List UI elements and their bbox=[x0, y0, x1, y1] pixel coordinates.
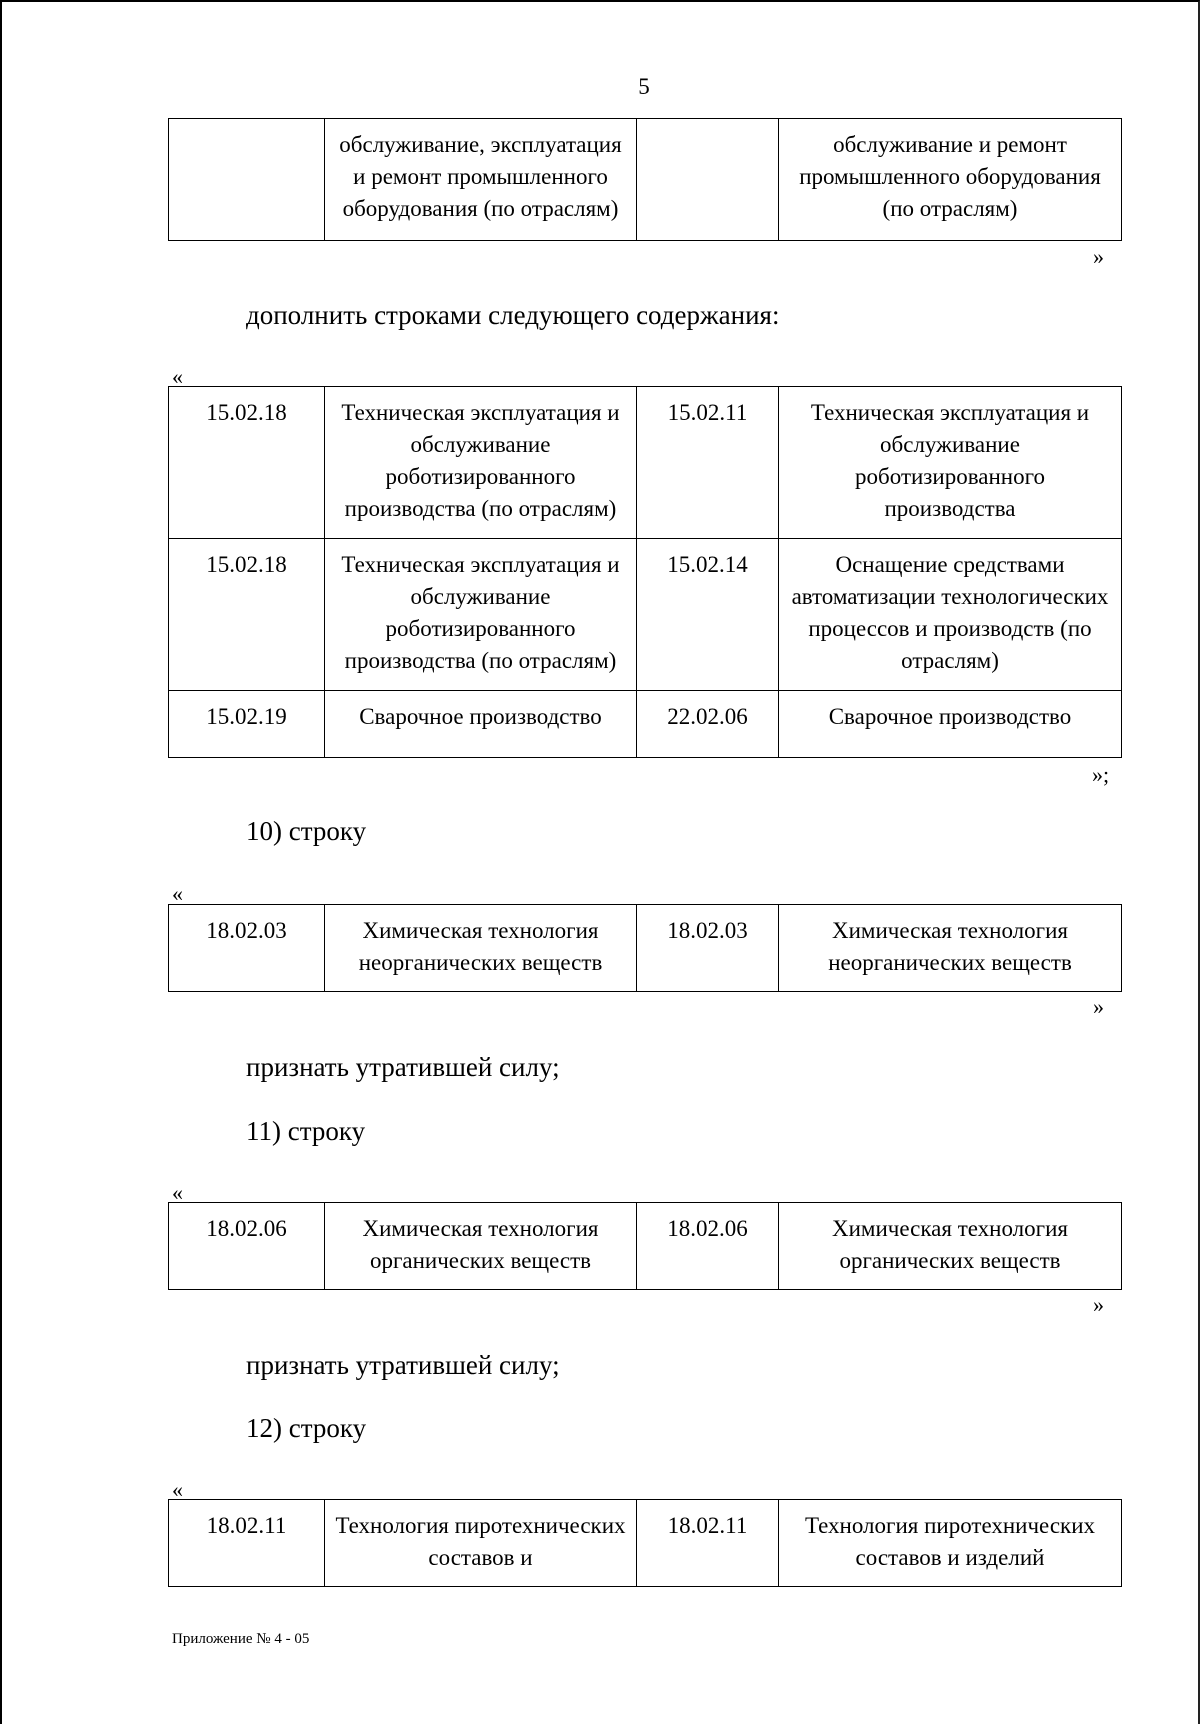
cell-code-new: 18.02.11 bbox=[169, 1500, 325, 1587]
cell-code-old: 18.02.06 bbox=[637, 1203, 779, 1290]
page-number: 5 bbox=[638, 74, 650, 99]
item-10: 10) строку bbox=[246, 816, 367, 846]
cell-name-old: Техническая эксплуатация и обслуживание роботизированного производства bbox=[779, 387, 1122, 539]
cell-name-old: обслуживание и ремонт промышленного оборудования (по отраслям) bbox=[779, 119, 1122, 241]
cell-code-new: 15.02.19 bbox=[169, 691, 325, 758]
close-quote: » bbox=[1093, 994, 1104, 1019]
close-quote: » bbox=[1093, 1292, 1104, 1317]
cell-name-new: Химическая технология неорганических веществ bbox=[325, 905, 637, 992]
table-item-11 bbox=[168, 1202, 1122, 1290]
cell-name-old: Оснащение средствами автоматизации технологических процессов и производств (по отраслям) bbox=[779, 539, 1122, 691]
paragraph-repeal: признать утратившей силу; bbox=[246, 1052, 560, 1082]
table-row bbox=[169, 539, 1122, 691]
cell-name-old: Сварочное производство bbox=[779, 691, 1122, 758]
table-added-rows bbox=[168, 386, 1122, 758]
table-row bbox=[169, 387, 1122, 539]
open-quote: « bbox=[172, 364, 183, 389]
item-12: 12) строку bbox=[246, 1413, 367, 1443]
table-continuation bbox=[168, 118, 1122, 241]
cell-name-old: Химическая технология неорганических веществ bbox=[779, 905, 1122, 992]
open-quote: « bbox=[172, 881, 183, 906]
item-11: 11) строку bbox=[246, 1116, 366, 1146]
table-row bbox=[169, 691, 1122, 758]
cell-code-old: 22.02.06 bbox=[637, 691, 779, 758]
paragraph-repeal: признать утратившей силу; bbox=[246, 1350, 560, 1380]
cell-code-new: 18.02.03 bbox=[169, 905, 325, 992]
paragraph-add-rows: дополнить строками следующего содержания: bbox=[246, 300, 780, 330]
table-row bbox=[169, 119, 1122, 241]
cell-name-old: Химическая технология органических веществ bbox=[779, 1203, 1122, 1290]
cell-name-new: обслуживание, эксплуатация и ремонт промышленного оборудования (по отраслям) bbox=[325, 119, 637, 241]
close-quote: »; bbox=[1092, 762, 1110, 787]
cell-name-new: Технология пиротехнических составов и bbox=[325, 1500, 637, 1587]
cell-code-old bbox=[637, 119, 779, 241]
table-item-12 bbox=[168, 1499, 1122, 1587]
open-quote: « bbox=[172, 1180, 183, 1205]
cell-name-new: Техническая эксплуатация и обслуживание роботизированного производства (по отраслям) bbox=[325, 387, 637, 539]
cell-code-old: 18.02.03 bbox=[637, 905, 779, 992]
table-row bbox=[169, 1203, 1122, 1290]
cell-code-old: 18.02.11 bbox=[637, 1500, 779, 1587]
footer-appendix: Приложение № 4 - 05 bbox=[172, 1631, 310, 1647]
table-row bbox=[169, 1500, 1122, 1587]
cell-name-new: Сварочное производство bbox=[325, 691, 637, 758]
cell-code-new: 18.02.06 bbox=[169, 1203, 325, 1290]
open-quote: « bbox=[172, 1477, 183, 1502]
cell-code-new: 15.02.18 bbox=[169, 387, 325, 539]
cell-name-new: Химическая технология органических веществ bbox=[325, 1203, 637, 1290]
cell-code-old: 15.02.14 bbox=[637, 539, 779, 691]
cell-name-old: Технология пиротехнических составов и изделий bbox=[779, 1500, 1122, 1587]
table-item-10 bbox=[168, 904, 1122, 992]
cell-code-old: 15.02.11 bbox=[637, 387, 779, 539]
cell-code-new bbox=[169, 119, 325, 241]
cell-name-new: Техническая эксплуатация и обслуживание роботизированного производства (по отраслям) bbox=[325, 539, 637, 691]
table-row bbox=[169, 905, 1122, 992]
cell-code-new: 15.02.18 bbox=[169, 539, 325, 691]
close-quote: » bbox=[1093, 244, 1104, 269]
